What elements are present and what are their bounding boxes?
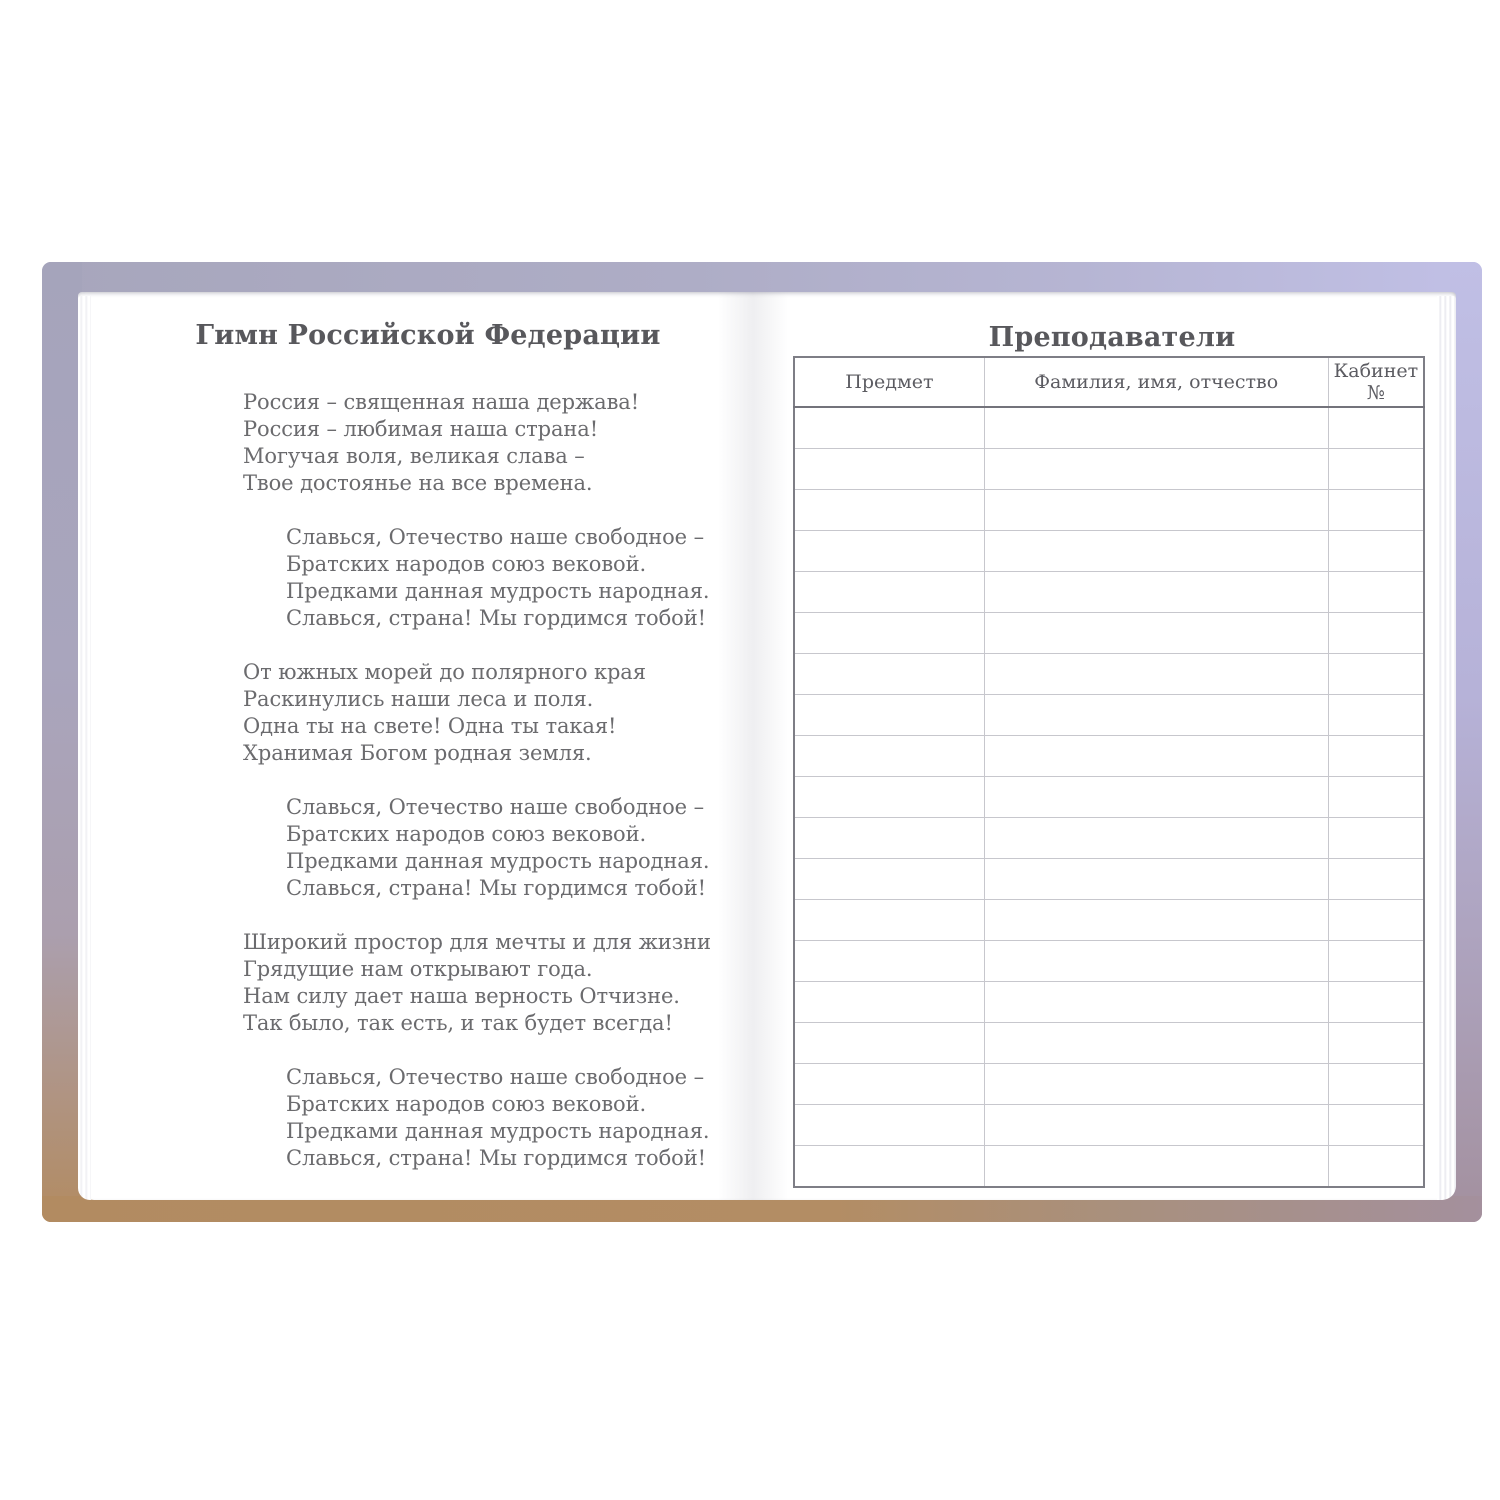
- teachers-title: Преподаватели: [988, 322, 1236, 353]
- empty-cell: [1328, 818, 1424, 859]
- empty-cell: [794, 736, 984, 777]
- empty-cell: [1328, 531, 1424, 572]
- empty-cell: [1328, 736, 1424, 777]
- empty-cell: [1328, 695, 1424, 736]
- column-header: Кабинет №: [1328, 357, 1424, 407]
- empty-cell: [984, 654, 1328, 695]
- empty-cell: [1328, 1105, 1424, 1146]
- teachers-table-body: [794, 407, 1424, 1187]
- empty-cell: [1328, 1064, 1424, 1105]
- poem-line: Предками данная мудрость народная.: [286, 579, 710, 603]
- book-spine-shadow: [718, 292, 788, 1200]
- anthem-title: Гимн Российской Федерации: [195, 320, 661, 351]
- poem-line: Братских народов союз вековой.: [286, 552, 647, 576]
- empty-cell: [984, 490, 1328, 531]
- cover-edge-top: [42, 262, 1482, 296]
- poem-line: Славься, страна! Мы гордимся тобой!: [286, 1146, 706, 1170]
- empty-cell: [984, 1023, 1328, 1064]
- empty-cell: [794, 490, 984, 531]
- empty-cell: [794, 613, 984, 654]
- anthem-refrain: [286, 1064, 713, 1172]
- empty-cell: [984, 900, 1328, 941]
- column-header: Предмет: [794, 357, 984, 407]
- table-row: [794, 900, 1424, 941]
- table-row: [794, 777, 1424, 818]
- table-row: [794, 490, 1424, 531]
- poem-line: Предками данная мудрость народная.: [286, 1119, 710, 1143]
- empty-cell: [794, 449, 984, 490]
- poem-line: Твое достоянье на все времена.: [243, 471, 593, 495]
- table-row: [794, 818, 1424, 859]
- empty-cell: [794, 941, 984, 982]
- poem-line: Славься, страна! Мы гордимся тобой!: [286, 876, 706, 900]
- empty-cell: [1328, 900, 1424, 941]
- table-row: [794, 1105, 1424, 1146]
- poem-line: Одна ты на свете! Одна ты такая!: [243, 714, 617, 738]
- poem-line: Славься, Отечество наше свободное –: [286, 525, 704, 549]
- empty-cell: [794, 818, 984, 859]
- anthem-stanza: [243, 659, 713, 767]
- empty-cell: [794, 654, 984, 695]
- empty-cell: [984, 736, 1328, 777]
- anthem-stanza: [243, 929, 713, 1037]
- empty-cell: [984, 859, 1328, 900]
- poem-line: Россия – священная наша держава!: [243, 390, 640, 414]
- poem-line: Раскинулись наши леса и поля.: [243, 687, 594, 711]
- table-row: [794, 1064, 1424, 1105]
- empty-cell: [794, 572, 984, 613]
- empty-cell: [984, 407, 1328, 449]
- table-row: [794, 736, 1424, 777]
- poem-line: Россия – любимая наша страна!: [243, 417, 599, 441]
- empty-cell: [1328, 777, 1424, 818]
- empty-cell: [1328, 572, 1424, 613]
- empty-cell: [1328, 1146, 1424, 1188]
- empty-cell: [794, 982, 984, 1023]
- empty-cell: [794, 1023, 984, 1064]
- poem-line: Славься, Отечество наше свободное –: [286, 1065, 704, 1089]
- empty-cell: [1328, 982, 1424, 1023]
- table-row: [794, 407, 1424, 449]
- empty-cell: [794, 1064, 984, 1105]
- empty-cell: [984, 695, 1328, 736]
- poem-line: Хранимая Богом родная земля.: [243, 741, 592, 765]
- poem-line: Могучая воля, великая слава –: [243, 444, 585, 468]
- empty-cell: [794, 531, 984, 572]
- empty-cell: [1328, 449, 1424, 490]
- anthem-refrain: [286, 794, 713, 902]
- empty-cell: [1328, 859, 1424, 900]
- empty-cell: [984, 572, 1328, 613]
- empty-cell: [1328, 654, 1424, 695]
- poem-line: Братских народов союз вековой.: [286, 822, 647, 846]
- empty-cell: [794, 1105, 984, 1146]
- empty-cell: [984, 1146, 1328, 1188]
- anthem-poem: [243, 389, 713, 1199]
- table-row: [794, 572, 1424, 613]
- table-row: [794, 654, 1424, 695]
- poem-line: Предками данная мудрость народная.: [286, 849, 710, 873]
- empty-cell: [794, 859, 984, 900]
- teachers-table-wrap: [793, 356, 1425, 1154]
- page-stack-right-edge: [1437, 296, 1456, 1200]
- empty-cell: [1328, 941, 1424, 982]
- cover-edge-left: [42, 262, 82, 1222]
- empty-cell: [794, 695, 984, 736]
- column-header: Фамилия, имя, отчество: [984, 357, 1328, 407]
- teachers-table-header-row: [794, 357, 1424, 407]
- poem-line: Славься, Отечество наше свободное –: [286, 795, 704, 819]
- poem-line: Братских народов союз вековой.: [286, 1092, 647, 1116]
- empty-cell: [1328, 407, 1424, 449]
- teachers-table: [793, 356, 1425, 1188]
- anthem-refrain: [286, 524, 713, 632]
- table-row: [794, 531, 1424, 572]
- table-row: [794, 859, 1424, 900]
- empty-cell: [1328, 1023, 1424, 1064]
- empty-cell: [794, 407, 984, 449]
- empty-cell: [984, 982, 1328, 1023]
- table-row: [794, 695, 1424, 736]
- table-row: [794, 1146, 1424, 1188]
- empty-cell: [1328, 613, 1424, 654]
- poem-line: От южных морей до полярного края: [243, 660, 646, 684]
- empty-cell: [984, 777, 1328, 818]
- empty-cell: [984, 941, 1328, 982]
- empty-cell: [794, 1146, 984, 1188]
- poem-line: Широкий простор для мечты и для жизни: [243, 930, 711, 954]
- table-row: [794, 941, 1424, 982]
- empty-cell: [794, 900, 984, 941]
- empty-cell: [984, 449, 1328, 490]
- anthem-stanza: [243, 389, 713, 497]
- page-stack-left-edge: [78, 296, 91, 1200]
- empty-cell: [984, 1105, 1328, 1146]
- poem-line: Так было, так есть, и так будет всегда!: [243, 1011, 673, 1035]
- empty-cell: [984, 531, 1328, 572]
- empty-cell: [984, 818, 1328, 859]
- poem-line: Славься, страна! Мы гордимся тобой!: [286, 606, 706, 630]
- table-row: [794, 449, 1424, 490]
- empty-cell: [794, 777, 984, 818]
- empty-cell: [984, 1064, 1328, 1105]
- table-row: [794, 982, 1424, 1023]
- poem-line: Нам силу дает наша верность Отчизне.: [243, 984, 680, 1008]
- table-row: [794, 1023, 1424, 1064]
- empty-cell: [984, 613, 1328, 654]
- empty-cell: [1328, 490, 1424, 531]
- poem-line: Грядущие нам открывают года.: [243, 957, 593, 981]
- table-row: [794, 613, 1424, 654]
